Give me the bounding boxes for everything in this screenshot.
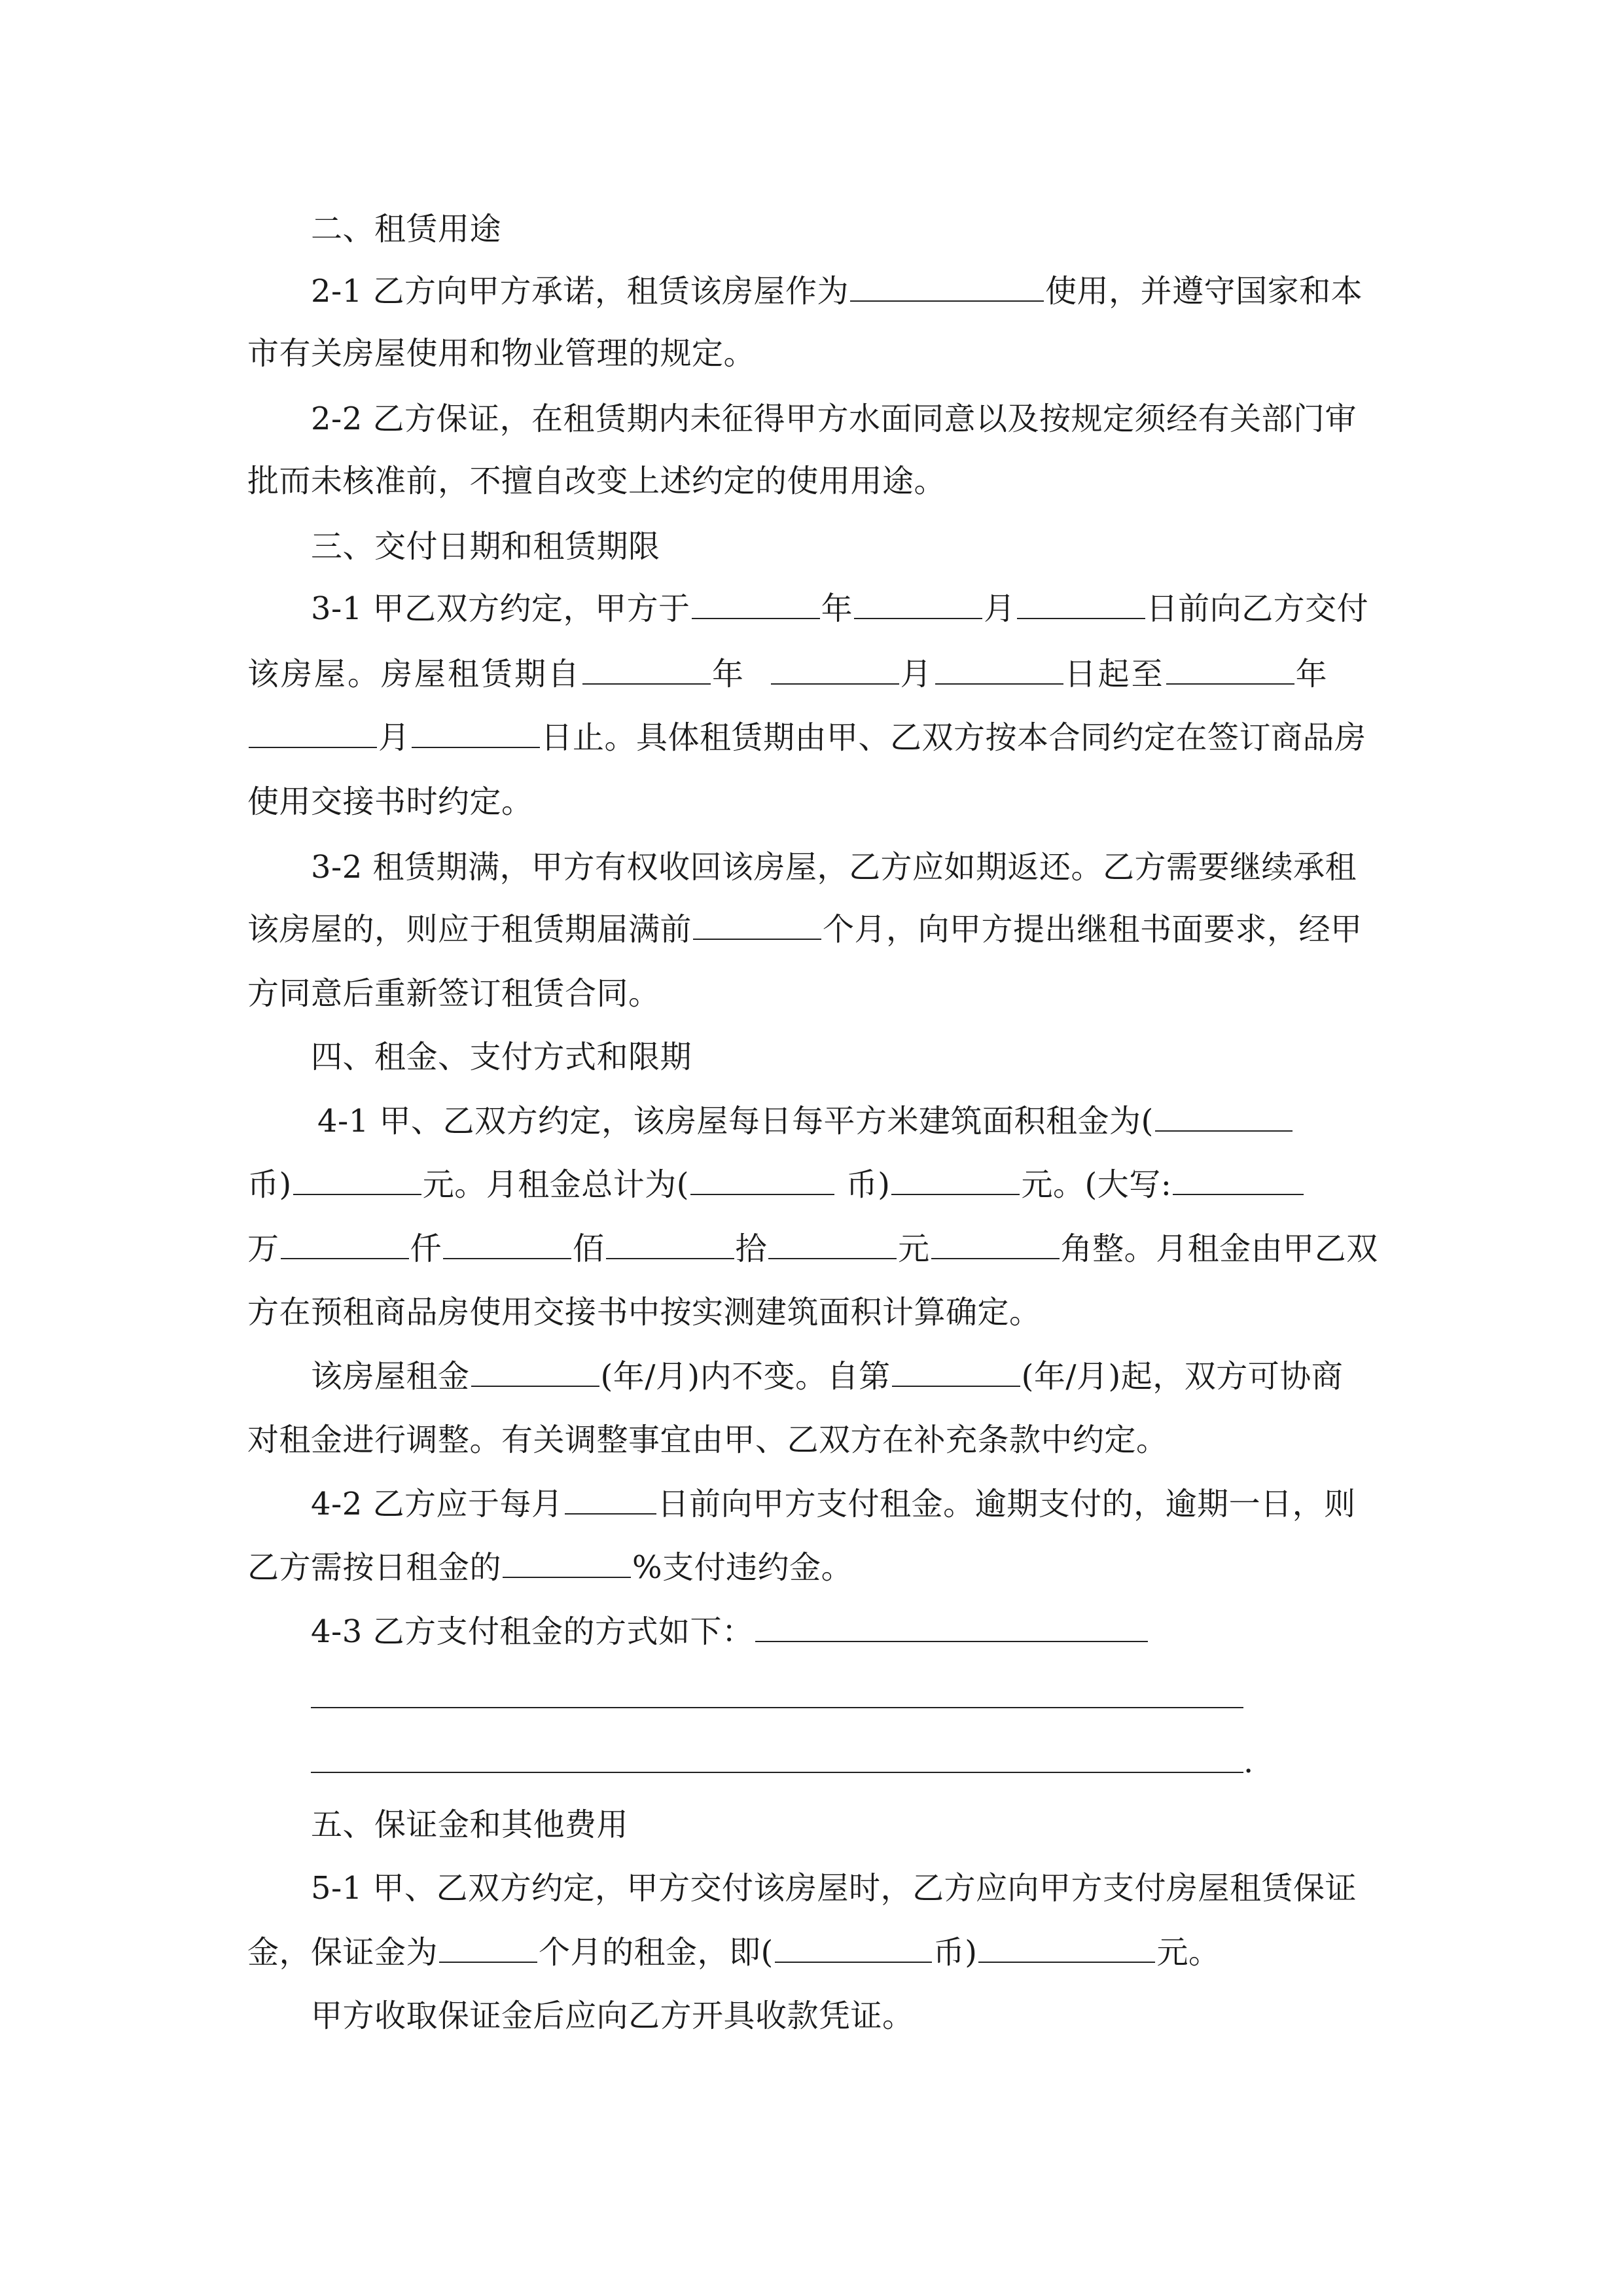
clause-3-2-line-1: 3-2 租赁期满，甲方有权收回该房屋，乙方应如期返还。乙方需要继续承租	[311, 849, 1357, 886]
clause-3-1-line-2: 该房屋。房屋租赁期自 年 月 日起至 年	[247, 656, 1329, 692]
currency-blank-1	[1155, 1103, 1293, 1132]
yuan-blank	[931, 1230, 1060, 1259]
qian-blank	[443, 1230, 571, 1259]
rent-adjust-line-2: 对租金进行调整。有关调整事宜由甲、乙双方在补充条款中约定。	[247, 1422, 1168, 1458]
use-blank	[850, 273, 1044, 302]
clause-2-1-line-2: 市有关房屋使用和物业管理的规定。	[247, 335, 756, 372]
delivery-day-blank	[1017, 590, 1145, 619]
clause-4-2-line-1: 4-2 乙方应于每月 日前向甲方支付租金。逾期支付的，逾期一日，则	[311, 1486, 1356, 1522]
section-5-title: 五、保证金和其他费用	[311, 1806, 629, 1843]
end-year-blank	[1166, 656, 1294, 685]
clause-3-1-line-4: 使用交接书时约定。	[247, 783, 533, 820]
uppercase-blank	[1173, 1166, 1304, 1195]
clause-5-1-line-3: 甲方收取保证金后应向乙方开具收款凭证。	[311, 1998, 914, 2034]
clause-5-1-line-1: 5-1 甲、乙双方约定，甲方交付该房屋时，乙方应向甲方支付房屋租赁保证	[311, 1870, 1357, 1907]
currency-blank-2	[690, 1166, 834, 1195]
clause-4-2-line-2: 乙方需按日租金的 %支付违约金。	[247, 1549, 853, 1586]
payment-method-period: .	[1243, 1744, 1254, 1780]
rent-fixed-period-blank	[471, 1358, 599, 1387]
clause-3-2-line-3: 方同意后重新签订租赁合同。	[247, 975, 660, 1012]
delivery-year-blank	[692, 590, 820, 619]
section-4-title: 四、租金、支付方式和限期	[311, 1039, 692, 1075]
clause-4-1-line-4: 方在预租商品房使用交接书中按实测建筑面积计算确定。	[247, 1294, 1041, 1331]
clause-2-2-line-2: 批而未核准前，不擅自改变上述约定的使用用途。	[247, 463, 946, 499]
delivery-month-blank	[854, 590, 982, 619]
payment-method-blank-1	[755, 1613, 1148, 1642]
start-year-blank	[582, 656, 711, 685]
section-3-title: 三、交付日期和租赁期限	[311, 528, 660, 565]
deposit-amount-blank	[978, 1934, 1155, 1963]
penalty-rate-blank	[503, 1549, 631, 1578]
start-day-blank	[935, 656, 1063, 685]
payment-method-blank-3	[311, 1772, 1243, 1773]
clause-3-1-line-3: 月 日止。具体租赁期由甲、乙双方按本合同约定在签订商品房	[247, 718, 1380, 757]
deposit-months-blank	[439, 1934, 537, 1963]
monthly-rent-blank	[891, 1166, 1020, 1195]
end-month-blank	[249, 719, 377, 748]
clause-5-1-line-2: 金，保证金为 个月的租金，即( 币) 元。	[247, 1934, 1221, 1971]
clause-4-3-line-1: 4-3 乙方支付租金的方式如下：	[311, 1612, 1443, 1651]
daily-rent-blank	[293, 1166, 421, 1195]
renewal-months-blank	[693, 911, 821, 940]
payment-method-blank-2	[311, 1707, 1243, 1708]
clause-3-2-line-2: 该房屋的，则应于租赁期届满前 个月，向甲方提出继租书面要求，经甲	[247, 911, 1363, 948]
rent-adjust-line-1: 该房屋租金 (年/月)内不变。自第 (年/月)起，双方可协商	[311, 1358, 1344, 1395]
payment-day-blank	[565, 1486, 656, 1515]
section-2-title: 二、租赁用途	[311, 211, 502, 247]
clause-3-1-line-1: 3-1 甲乙双方约定，甲方于 年 月 日前向乙方交付	[311, 590, 1369, 627]
clause-4-1-line-1: 4-1 甲、乙双方约定，该房屋每日每平方米建筑面积租金为(	[317, 1102, 1450, 1141]
bai-blank	[606, 1230, 734, 1259]
end-day-blank	[412, 719, 540, 748]
deposit-currency-blank	[775, 1934, 932, 1963]
clause-4-1-line-2: 币) 元。月租金总计为( 币) 元。(大写:	[247, 1165, 1380, 1204]
clause-4-1-line-3: 万 仟 佰 拾 元 角整。月租金由甲乙双	[247, 1230, 1378, 1267]
wan-blank	[281, 1230, 409, 1259]
rent-adjust-period-blank	[892, 1358, 1020, 1387]
clause-2-1-line-1: 2-1 乙方向甲方承诺，租赁该房屋作为 使用，并遵守国家和本	[311, 273, 1363, 310]
start-month-blank	[771, 656, 899, 685]
clause-2-2-line-1: 2-2 乙方保证，在租赁期内未征得甲方水面同意以及按规定须经有关部门审	[311, 401, 1357, 437]
shi-blank	[768, 1230, 897, 1259]
